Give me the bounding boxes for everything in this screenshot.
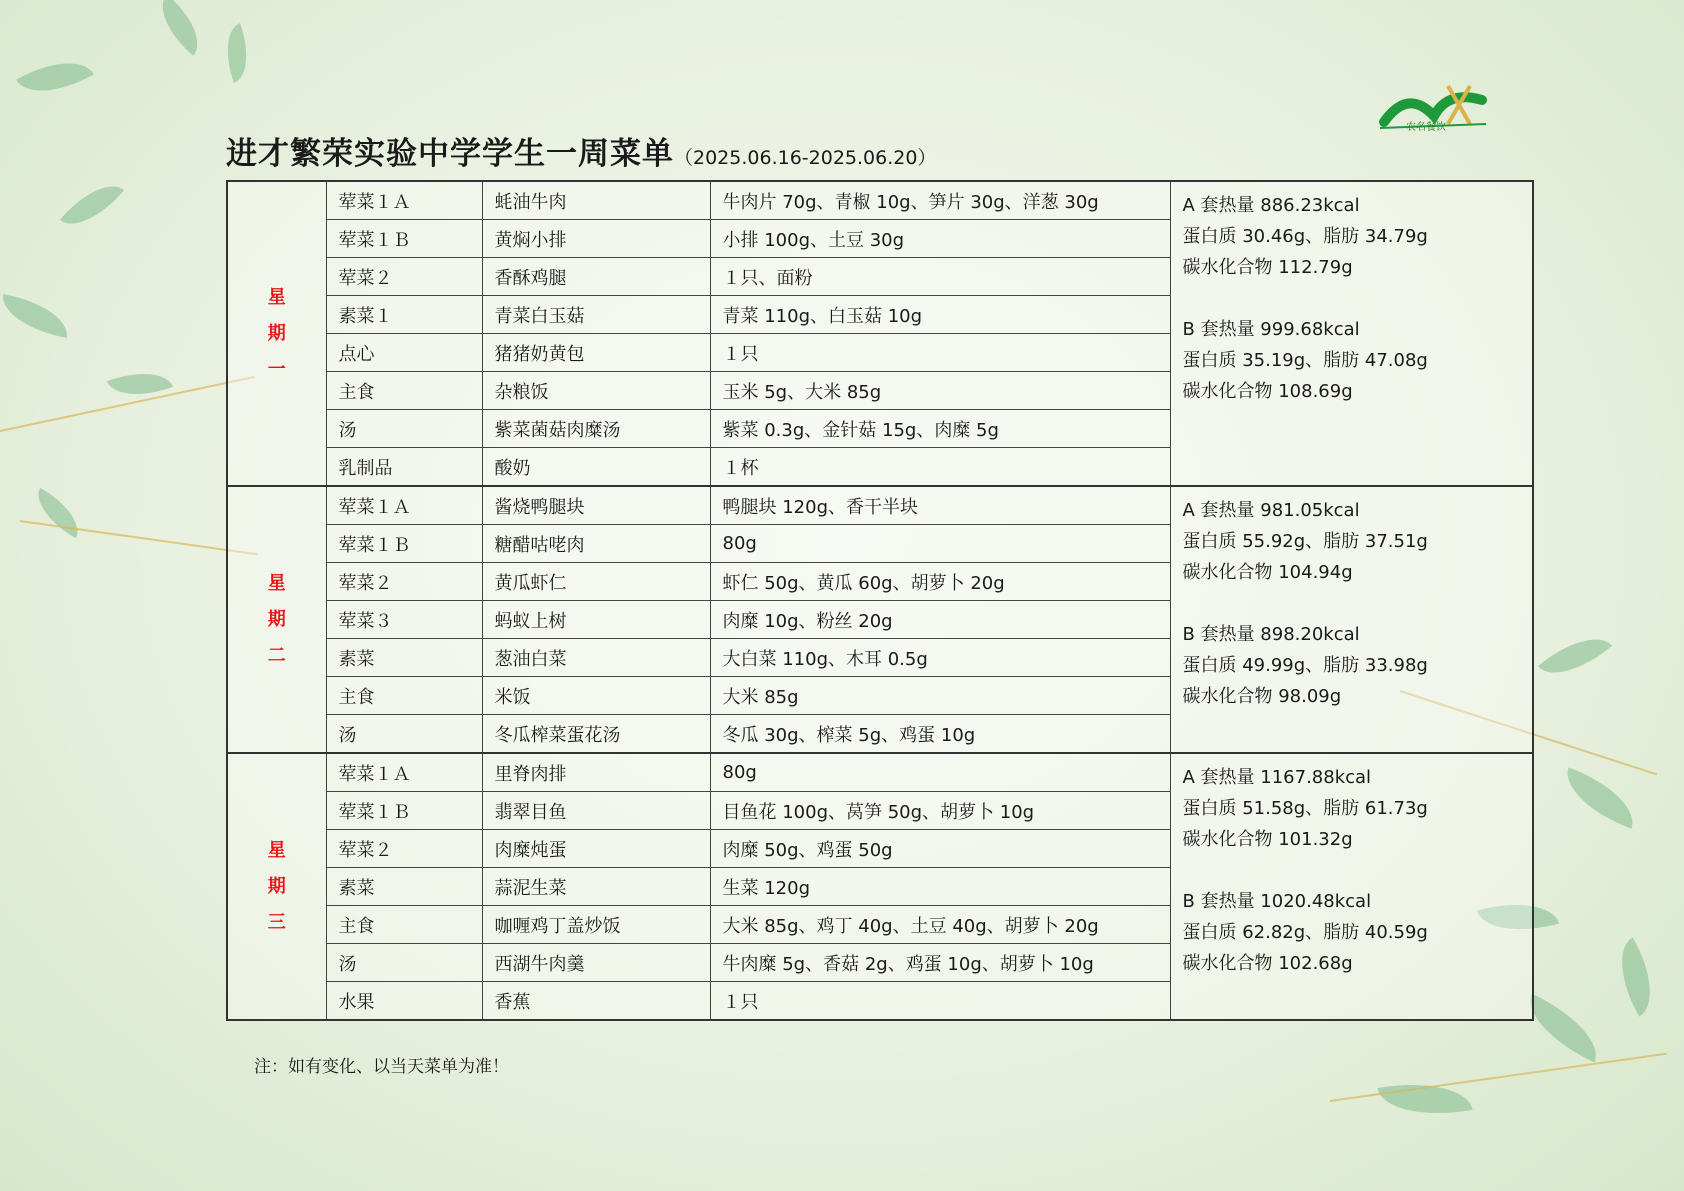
ingredients-cell: 大白菜 110g、木耳 0.5g — [710, 639, 1170, 677]
dish-cell: 咖喱鸡丁盖炒饭 — [482, 906, 710, 944]
category-cell: 素菜 — [326, 639, 482, 677]
dish-cell: 蒜泥生菜 — [482, 868, 710, 906]
date-range: （2025.06.16-2025.06.20） — [674, 147, 937, 169]
nutrition-a-carbs: 碳水化合物 104.94g — [1182, 562, 1353, 583]
category-cell: 汤 — [326, 715, 482, 754]
nutrition-a-carbs: 碳水化合物 101.32g — [1182, 829, 1353, 850]
nutrition-b-protein-fat: 蛋白质 35.19g、脂肪 47.08g — [1182, 350, 1428, 371]
ingredients-cell: １杯 — [710, 448, 1170, 487]
dish-cell: 翡翠目鱼 — [482, 792, 710, 830]
ingredients-cell: 小排 100g、土豆 30g — [710, 220, 1170, 258]
ingredients-cell: １只 — [710, 982, 1170, 1021]
ingredients-cell: 80g — [710, 525, 1170, 563]
dish-cell: 肉糜炖蛋 — [482, 830, 710, 868]
nutrition-cell — [1170, 181, 1533, 486]
dish-cell: 青菜白玉菇 — [482, 296, 710, 334]
dish-cell: 糖醋咕咾肉 — [482, 525, 710, 563]
dish-cell: 米饭 — [482, 677, 710, 715]
dish-cell: 葱油白菜 — [482, 639, 710, 677]
category-cell: 荤菜３ — [326, 601, 482, 639]
category-cell: 点心 — [326, 334, 482, 372]
nutrition-b-energy: B 套热量 999.68kcal — [1182, 319, 1360, 340]
dish-cell: 黄焖小排 — [482, 220, 710, 258]
ingredients-cell: 虾仁 50g、黄瓜 60g、胡萝卜 20g — [710, 563, 1170, 601]
day-label-wednesday: 星 期 三 — [227, 753, 326, 1020]
category-cell: 荤菜２ — [326, 258, 482, 296]
ingredients-cell: 大米 85g、鸡丁 40g、土豆 40g、胡萝卜 20g — [710, 906, 1170, 944]
table-row — [227, 486, 1533, 525]
category-cell: 乳制品 — [326, 448, 482, 487]
nutrition-b-carbs: 碳水化合物 108.69g — [1182, 381, 1353, 402]
dish-cell: 猪猪奶黄包 — [482, 334, 710, 372]
logo-caption: 农名餐饮 — [1406, 122, 1446, 133]
nutrition-a-protein-fat: 蛋白质 51.58g、脂肪 61.73g — [1182, 798, 1428, 819]
nutrition-b-protein-fat: 蛋白质 62.82g、脂肪 40.59g — [1182, 922, 1428, 943]
category-cell: 荤菜１Ａ — [326, 753, 482, 792]
category-cell: 荤菜２ — [326, 830, 482, 868]
ingredients-cell: １只 — [710, 334, 1170, 372]
category-cell: 素菜 — [326, 868, 482, 906]
category-cell: 汤 — [326, 410, 482, 448]
nutrition-a-protein-fat: 蛋白质 55.92g、脂肪 37.51g — [1182, 531, 1428, 552]
nutrition-a-energy: A 套热量 886.23kcal — [1182, 195, 1360, 216]
ingredients-cell: 牛肉糜 5g、香菇 2g、鸡蛋 10g、胡萝卜 10g — [710, 944, 1170, 982]
ingredients-cell: 冬瓜 30g、榨菜 5g、鸡蛋 10g — [710, 715, 1170, 754]
category-cell: 主食 — [326, 906, 482, 944]
nutrition-b-energy: B 套热量 1020.48kcal — [1182, 891, 1372, 912]
dish-cell: 蚂蚁上树 — [482, 601, 710, 639]
table-row — [227, 181, 1533, 220]
nutrition-a-energy: A 套热量 1167.88kcal — [1182, 767, 1372, 788]
ingredients-cell: 大米 85g — [710, 677, 1170, 715]
ingredients-cell: 80g — [710, 753, 1170, 792]
dish-cell: 杂粮饭 — [482, 372, 710, 410]
ingredients-cell: 青菜 110g、白玉菇 10g — [710, 296, 1170, 334]
ingredients-cell: １只、面粉 — [710, 258, 1170, 296]
category-cell: 荤菜１Ｂ — [326, 792, 482, 830]
category-cell: 荤菜２ — [326, 563, 482, 601]
dish-cell: 香蕉 — [482, 982, 710, 1021]
ingredients-cell: 牛肉片 70g、青椒 10g、笋片 30g、洋葱 30g — [710, 181, 1170, 220]
nutrition-cell — [1170, 486, 1533, 753]
dish-cell: 香酥鸡腿 — [482, 258, 710, 296]
dish-cell: 紫菜菌菇肉糜汤 — [482, 410, 710, 448]
category-cell: 汤 — [326, 944, 482, 982]
category-cell: 水果 — [326, 982, 482, 1021]
category-cell: 荤菜１Ａ — [326, 486, 482, 525]
ingredients-cell: 紫菜 0.3g、金针菇 15g、肉糜 5g — [710, 410, 1170, 448]
category-cell: 主食 — [326, 677, 482, 715]
dish-cell: 蚝油牛肉 — [482, 181, 710, 220]
footnote: 注：如有变化、以当天菜单为准！ — [254, 1057, 509, 1077]
title-text: 进才繁荣实验中学学生一周菜单 — [226, 136, 674, 172]
dish-cell: 里脊肉排 — [482, 753, 710, 792]
ingredients-cell: 鸭腿块 120g、香干半块 — [710, 486, 1170, 525]
category-cell: 荤菜１Ｂ — [326, 525, 482, 563]
ingredients-cell: 肉糜 10g、粉丝 20g — [710, 601, 1170, 639]
nutrition-a-protein-fat: 蛋白质 30.46g、脂肪 34.79g — [1182, 226, 1428, 247]
nutrition-b-protein-fat: 蛋白质 49.99g、脂肪 33.98g — [1182, 655, 1428, 676]
ingredients-cell: 生菜 120g — [710, 868, 1170, 906]
table-row — [227, 753, 1533, 792]
dish-cell: 西湖牛肉羹 — [482, 944, 710, 982]
dish-cell: 酱烧鸭腿块 — [482, 486, 710, 525]
nutrition-b-carbs: 碳水化合物 98.09g — [1182, 686, 1342, 707]
page-title — [226, 128, 936, 173]
menu-table — [226, 180, 1534, 1021]
dish-cell: 冬瓜榨菜蛋花汤 — [482, 715, 710, 754]
ingredients-cell: 玉米 5g、大米 85g — [710, 372, 1170, 410]
day-label-tuesday: 星 期 二 — [227, 486, 326, 753]
nutrition-a-carbs: 碳水化合物 112.79g — [1182, 257, 1353, 278]
dish-cell: 黄瓜虾仁 — [482, 563, 710, 601]
ingredients-cell: 目鱼花 100g、莴笋 50g、胡萝卜 10g — [710, 792, 1170, 830]
category-cell: 荤菜１Ａ — [326, 181, 482, 220]
category-cell: 素菜１ — [326, 296, 482, 334]
nutrition-a-energy: A 套热量 981.05kcal — [1182, 500, 1360, 521]
nutrition-b-energy: B 套热量 898.20kcal — [1182, 624, 1360, 645]
category-cell: 主食 — [326, 372, 482, 410]
ingredients-cell: 肉糜 50g、鸡蛋 50g — [710, 830, 1170, 868]
nutrition-cell — [1170, 753, 1533, 1020]
dish-cell: 酸奶 — [482, 448, 710, 487]
day-label-monday: 星 期 一 — [227, 181, 326, 486]
category-cell: 荤菜１Ｂ — [326, 220, 482, 258]
nutrition-b-carbs: 碳水化合物 102.68g — [1182, 953, 1353, 974]
